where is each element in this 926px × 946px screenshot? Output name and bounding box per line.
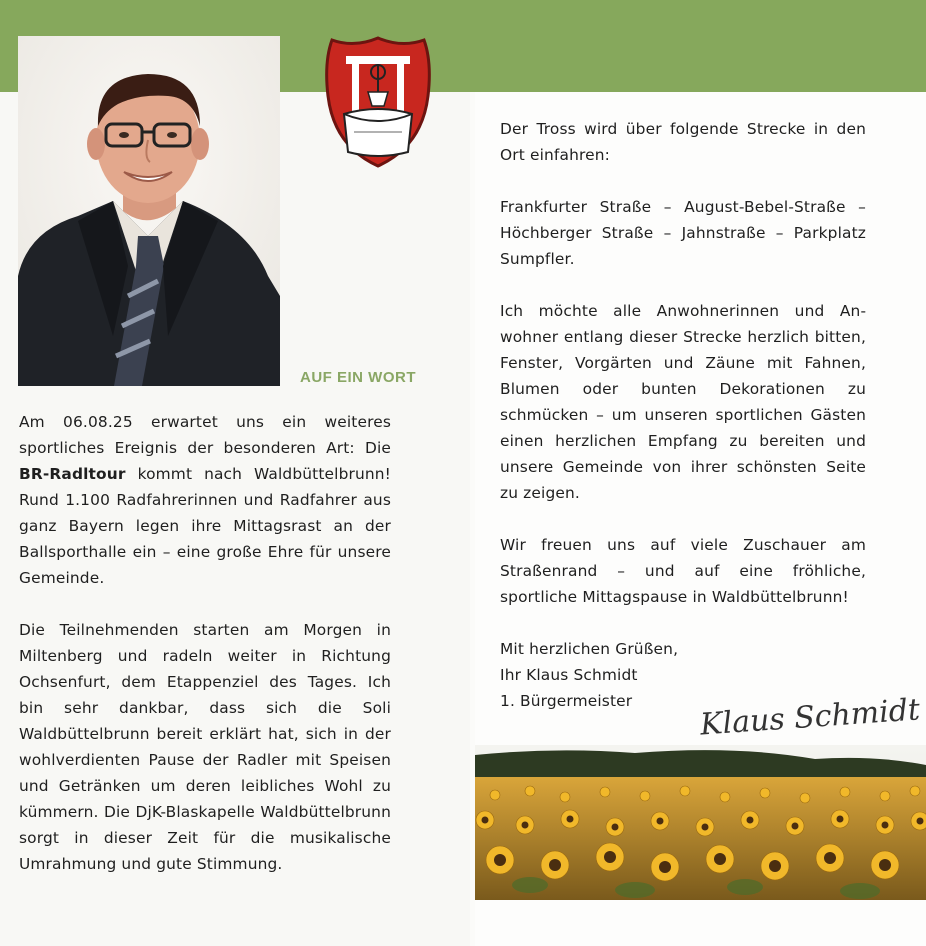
article-left-column	[19, 409, 391, 903]
paragraph-text: kommt nach Waldbüttelbrunn! Rund 1.100 Radfahrerinnen und Radfahrer aus ganz Bayern legen ihre Mittagsrast an der Ballsporthalle ein – eine große Ehre für unsere Gemeinde.	[19, 465, 391, 587]
paragraph-text: Am 06.08.25 erwartet uns ein weiteres sportliches Ereignis der besonderen Art: Die	[19, 413, 391, 457]
article-paragraph: Ich möchte alle Anwohnerinnen und Anwohner entlang dieser Strecke herzlich bitten, Fenster, Vorgärten und Zäune mit Fahnen, Blumen oder bunten Dekorationen zu schmücken – um unseren sportlichen Gästen einen herzlichen Empfang zu bereiten und unsere Gemeinde von ihrer schönsten Seite zu zeigen.	[500, 302, 866, 502]
mayor-portrait-photo	[18, 36, 280, 386]
author-role: 1. Bürgermeister	[500, 692, 633, 710]
article-paragraph: Der Tross wird über folgende Strecke in den Ort einfahren:	[500, 120, 866, 164]
event-name: BR-Radltour	[19, 465, 126, 483]
article-paragraph: Die Teilnehmenden starten am Morgen in Miltenberg und radeln weiter in Richtung Ochsenfurt, dem Etappenziel des Tages. Ich bin sehr dankbar, dass sich die Soli Waldbüttelbrunn bereit erklärt hat, sich in der wohlverdienten Pause der Radler mit Speisen und Getränken um deren leibliches Wohl zu kümmern. Die DjK-Blaskapelle Waldbüttelbrunn sorgt in dieser Zeit für die musikalische Umrahmung und gute Stimmung.	[19, 621, 391, 873]
route-paragraph: Frankfurter Straße – August-Bebel-Straße – Höchberger Straße – Jahnstraße – Parkplatz Sumpfler.	[500, 198, 866, 268]
article-paragraph	[19, 409, 391, 591]
article-paragraph: Wir freuen uns auf viele Zuschauer am Straßenrand – und auf eine fröhliche, sportliche Mittagspause in Waldbüttelbrunn!	[500, 536, 866, 606]
portrait-illustration	[18, 36, 280, 386]
handwritten-signature: Klaus Schmidt	[699, 692, 922, 743]
author-name: Ihr Klaus Schmidt	[500, 666, 638, 684]
article-right-column	[500, 116, 866, 714]
municipal-crest-icon	[318, 36, 438, 168]
section-kicker: AUF EIN WORT	[300, 369, 416, 386]
sunflower-field-image	[475, 745, 926, 900]
greeting: Mit herzlichen Grüßen,	[500, 640, 679, 658]
